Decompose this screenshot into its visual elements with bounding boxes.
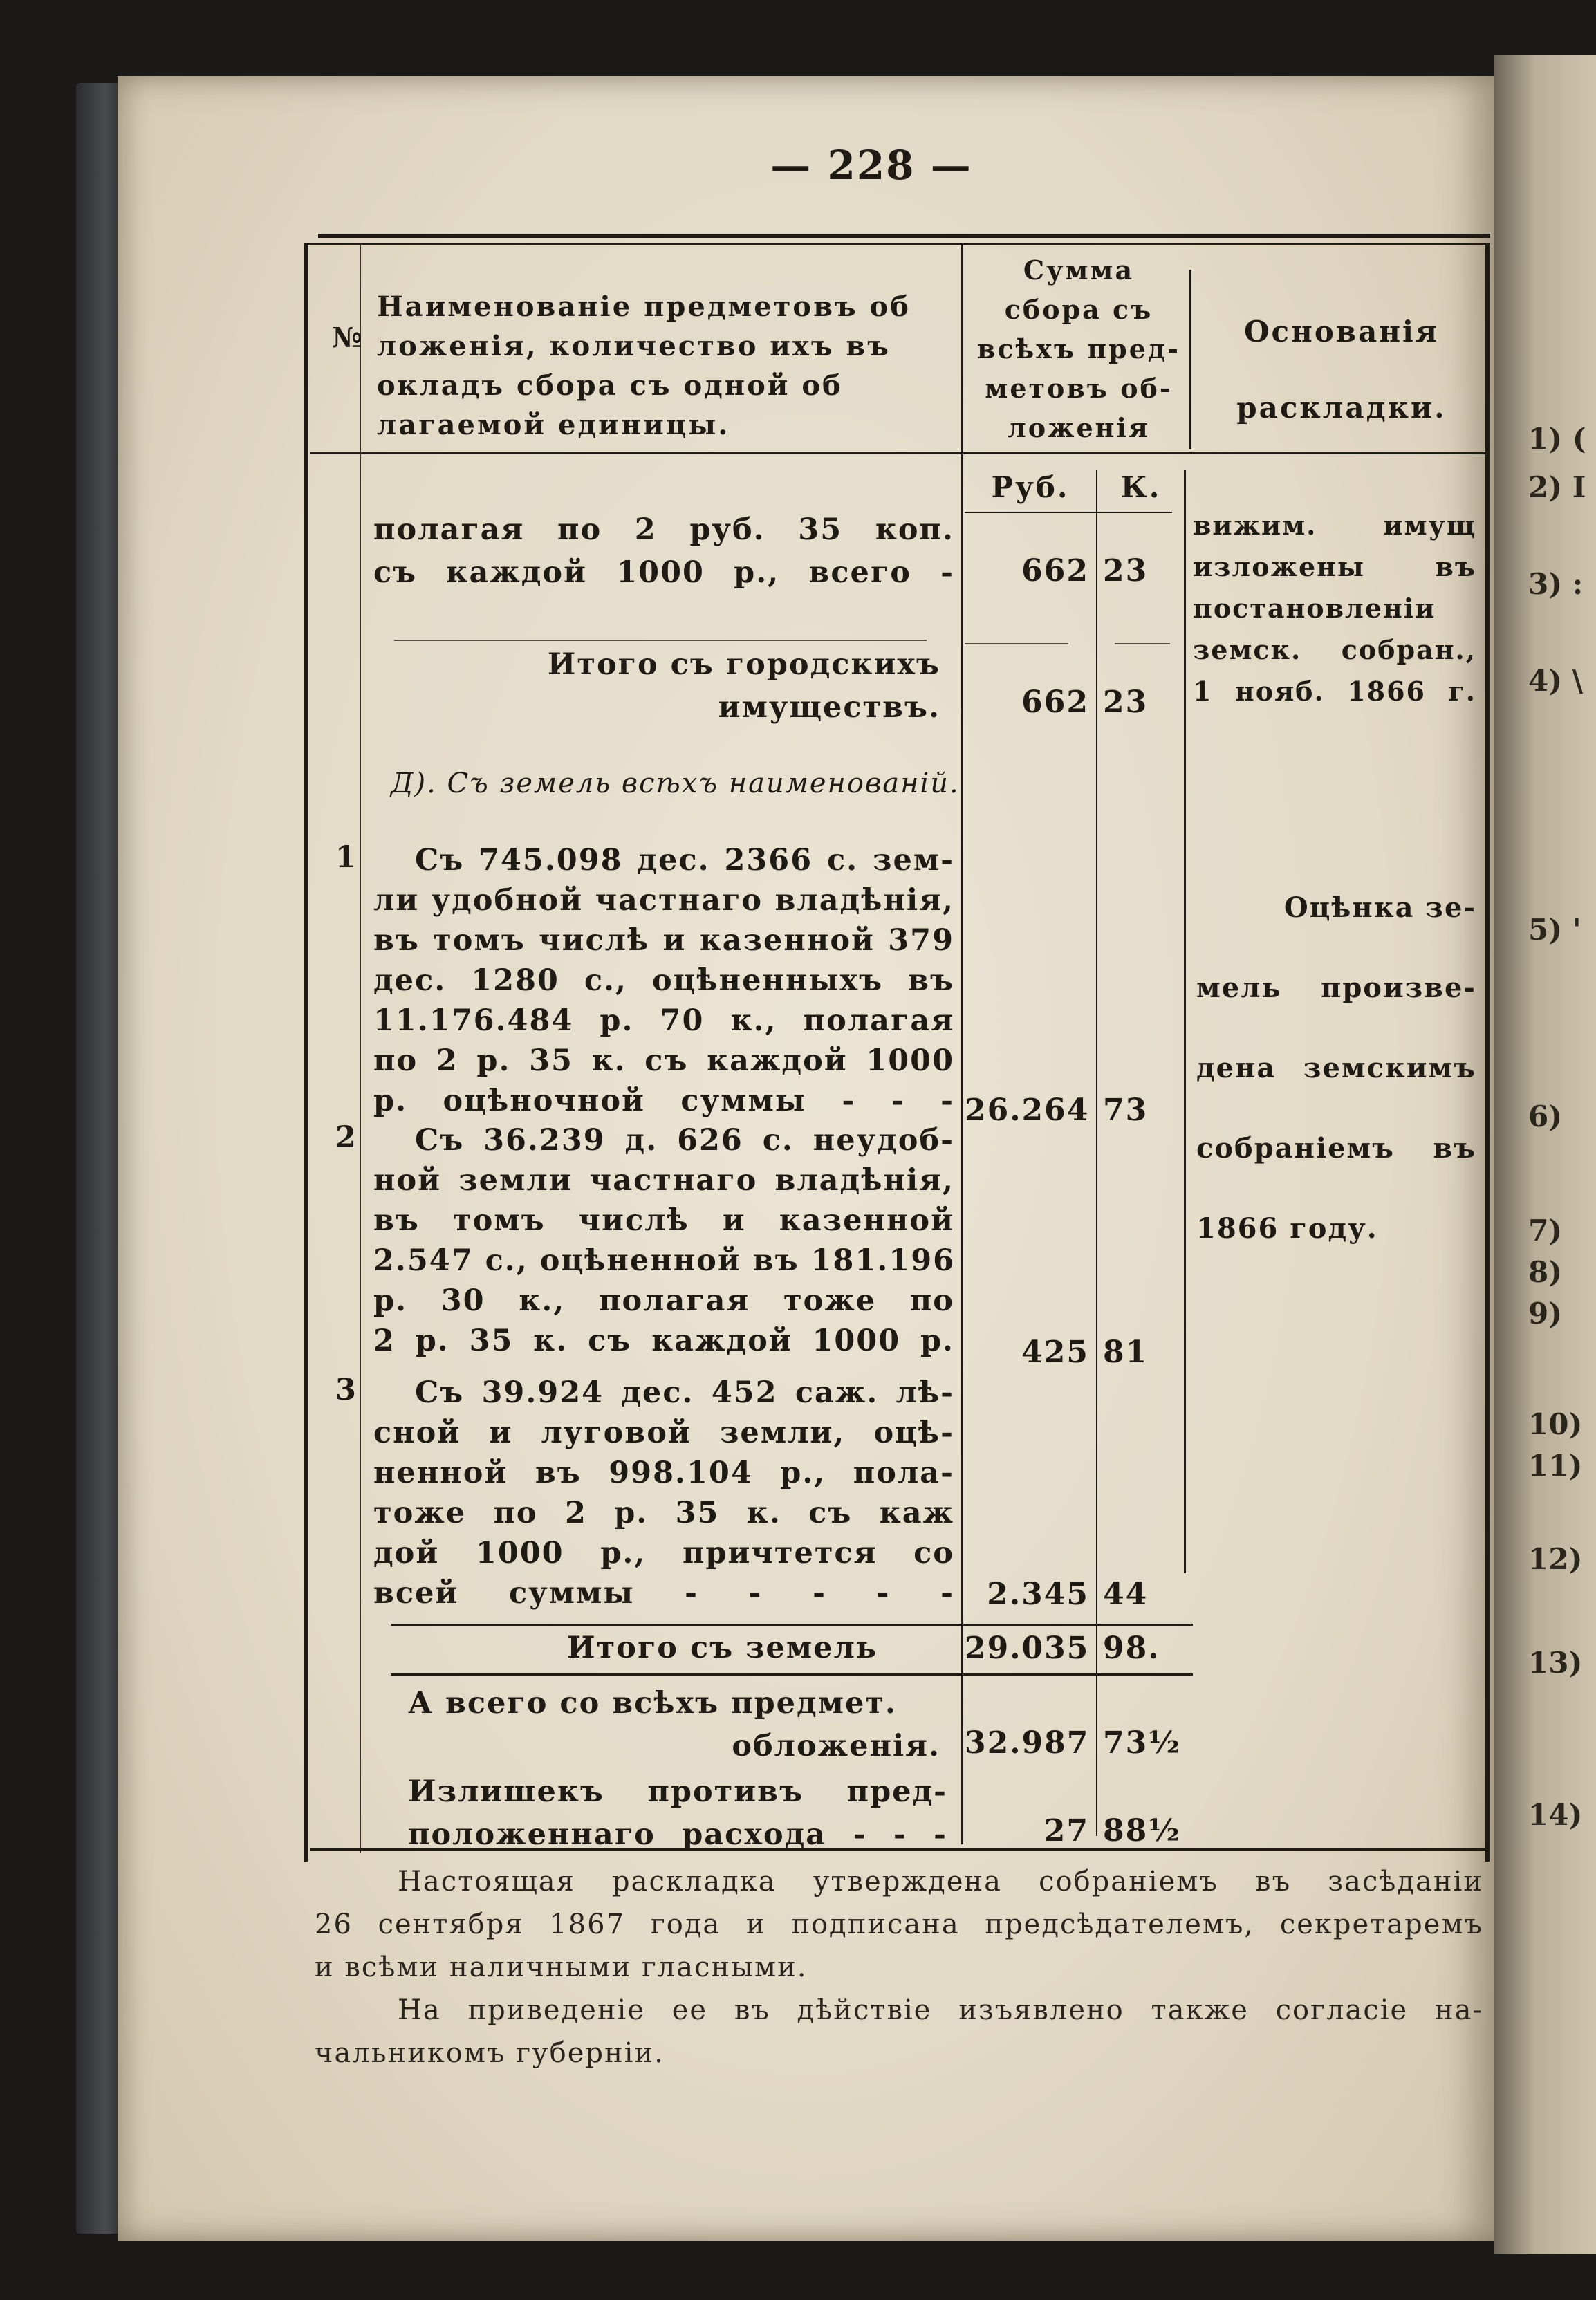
land-total-rule-bottom (391, 1673, 1193, 1676)
text-line: 2.547 с., оцѣненной въ 181.196 (373, 1243, 956, 1278)
text-line: земск. собран., (1193, 634, 1476, 665)
col-name-rule (961, 243, 963, 1844)
header-basis-column (1200, 294, 1483, 446)
text-line: 26 сентября 1867 года и подписана предсѣдателемъ, секретаремъ (315, 1909, 1483, 1940)
item-3-rubles: 2.345 (987, 1577, 1089, 1612)
header-sum-line: сбора съ (1004, 294, 1153, 325)
item-number: 2 (335, 1120, 358, 1155)
item-2-text (373, 1120, 954, 1361)
text-line: На приведеніе ее въ дѣйствіе изъявлено также согласіе на- (398, 1994, 1483, 2026)
text-line: чальникомъ губерніи. (315, 2037, 665, 2069)
text-line: вижим. имущ (1193, 510, 1476, 541)
city-total-label (373, 643, 940, 729)
text-line: Настоящая раскладка утверждена собраніемъ въ засѣданіи (398, 1866, 1483, 1898)
facing-page-number: 3) : (1528, 567, 1584, 601)
item-2-rubles: 425 (1021, 1335, 1089, 1370)
text-line: Съ 39.924 дес. 452 саж. лѣ- (415, 1375, 954, 1410)
facing-page-edge (1494, 55, 1596, 2254)
continuation-kopecks: 23 (1103, 553, 1149, 588)
item-1-kopecks: 73 (1103, 1093, 1149, 1128)
header-sum-line: ложенія (1007, 412, 1150, 443)
text-line: по 2 р. 35 к. съ каждой 1000 (373, 1044, 954, 1078)
table-left-rule (304, 243, 308, 1862)
text-line: въ томъ числѣ и казенной 379 (373, 923, 954, 958)
text-line: съ каждой 1000 р., всего - (373, 555, 954, 590)
item-2-kopecks: 81 (1103, 1335, 1149, 1370)
facing-page-number: 10) (1528, 1407, 1583, 1441)
page-number: — 228 — (770, 142, 972, 189)
subheader-rubles: Руб. (991, 470, 1070, 504)
facing-page-number: 11) (1528, 1449, 1583, 1483)
surplus-kopecks: 88½ (1103, 1813, 1182, 1848)
land-total-label: Итого съ земель (567, 1631, 878, 1665)
text-line: тоже по 2 р. 35 к. съ каж (373, 1496, 954, 1530)
text-line: полагая по 2 руб. 35 коп. (373, 512, 954, 547)
text-line: изложены въ (1193, 551, 1476, 582)
header-name-column (377, 287, 911, 445)
col-rub-kop-rule (1096, 470, 1097, 1836)
text-line: ненной въ 998.104 р., пола- (373, 1456, 954, 1490)
text-line: 11.176.484 р. 70 к., полагая (373, 1003, 954, 1038)
text-line: положеннаго расхода - - - (408, 1817, 947, 1852)
sub-header-rule (965, 512, 1172, 513)
facing-page-number: 14) (1528, 1798, 1583, 1832)
text-line: Съ 36.239 д. 626 с. неудоб- (415, 1123, 954, 1158)
table-top-rule-thin (304, 243, 1490, 245)
land-total-rule-top (391, 1624, 1193, 1626)
text-line: и всѣми наличными гласными. (315, 1951, 808, 1983)
subtotal-rule-kop (1115, 643, 1170, 644)
col-sum-rule-body (1184, 470, 1186, 1573)
text-line: обложенія. (732, 1729, 940, 1763)
grand-total-label (408, 1682, 940, 1768)
text-line: ли удобной частнаго владѣнія, (373, 883, 954, 918)
text-line: Съ 745.098 дес. 2366 с. зем- (415, 843, 954, 878)
header-basis-line: Основанія (1243, 315, 1440, 349)
basis-land-valuation-note (1196, 868, 1476, 1269)
header-sum-line: метовъ об- (985, 373, 1173, 404)
item-3-text (373, 1373, 954, 1613)
table-top-rule (318, 234, 1490, 238)
item-1-text (373, 840, 954, 1121)
facing-page-number: 12) (1528, 1542, 1583, 1576)
subheader-kopecks: К. (1120, 470, 1162, 504)
facing-page-number: 6) (1528, 1100, 1563, 1133)
facing-page-number: 4) \ (1528, 664, 1584, 698)
header-name-line: окладъ сбора съ одной об (377, 369, 843, 402)
city-total-rule (394, 640, 927, 641)
text-line: А всего со всѣхъ предмет. (408, 1686, 898, 1721)
facing-page-number: 5) ' (1528, 913, 1581, 947)
footer-note (315, 1860, 1483, 2075)
text-line: постановленіи (1193, 593, 1436, 624)
grand-total-kopecks: 73½ (1103, 1725, 1182, 1761)
text-line: р. оцѣночной суммы - - - (373, 1084, 954, 1118)
facing-page-number: 13) (1528, 1646, 1583, 1680)
text-line: р. 30 к., полагая тоже по (373, 1283, 954, 1318)
text-line: 1 нояб. 1866 г. (1193, 676, 1476, 707)
header-basis-line: раскладки. (1236, 391, 1447, 425)
city-total-rubles: 662 (1021, 685, 1089, 720)
header-sum-column (965, 250, 1193, 447)
item-3-kopecks: 44 (1103, 1577, 1149, 1612)
section-d-heading: Д). Съ земель всѣхъ наименованій. (391, 768, 960, 799)
text-line: всей суммы - - - - - (373, 1576, 954, 1611)
facing-page-number: 1) ( (1528, 422, 1586, 456)
text-line: имуществъ. (718, 690, 940, 725)
text-line: ной земли частнаго владѣнія, (373, 1163, 954, 1198)
header-name-line: ложенія, количество ихъ въ (377, 330, 891, 362)
text-line: мель произве- (1196, 972, 1476, 1004)
text-line: 1866 году. (1196, 1212, 1378, 1245)
item-number: 1 (335, 840, 358, 875)
text-line: 2 р. 35 к. съ каждой 1000 р. (373, 1324, 954, 1358)
facing-page-number: 2) I (1528, 470, 1586, 504)
header-sum-line: Сумма (1023, 254, 1135, 286)
item-1-rubles: 26.264 (965, 1093, 1090, 1128)
header-name-line: Наименованіе предметовъ об (377, 290, 911, 323)
surplus-rubles: 27 (1043, 1813, 1089, 1848)
table-right-rule (1485, 243, 1490, 1862)
land-total-kopecks: 98. (1103, 1631, 1160, 1666)
grand-total-rubles: 32.987 (965, 1725, 1090, 1761)
subtotal-rule-rub (965, 643, 1068, 644)
facing-page-number: 8) (1528, 1255, 1563, 1289)
land-total-rubles: 29.035 (965, 1631, 1090, 1666)
header-number-sign: № (332, 322, 364, 354)
header-bottom-rule (310, 452, 1485, 454)
continuation-text (373, 508, 954, 594)
text-line: сной и луговой земли, оцѣ- (373, 1416, 954, 1450)
text-line: дой 1000 р., причтется со (373, 1536, 954, 1570)
header-sum-line: всѣхъ пред- (977, 333, 1180, 364)
text-line: Излишекъ противъ пред- (408, 1774, 947, 1809)
text-line: дес. 1280 с., оцѣненныхъ въ (373, 963, 954, 998)
text-line: въ томъ числѣ и казенной (373, 1203, 954, 1238)
text-line: собраніемъ въ (1196, 1132, 1476, 1165)
facing-page-number: 9) (1528, 1297, 1563, 1330)
facing-page-number: 7) (1528, 1214, 1563, 1248)
text-line: Итого съ городскихъ (547, 647, 940, 682)
text-line: Оцѣнка зе- (1283, 891, 1476, 924)
text-line: дена земскимъ (1196, 1052, 1476, 1084)
surplus-label (408, 1770, 947, 1856)
continuation-rubles: 662 (1021, 553, 1089, 588)
city-total-kopecks: 23 (1103, 685, 1149, 720)
col-no-rule (360, 243, 361, 1853)
header-name-line: лагаемой единицы. (377, 409, 730, 441)
item-number: 3 (335, 1373, 358, 1407)
basis-legislation-note (1193, 505, 1476, 712)
